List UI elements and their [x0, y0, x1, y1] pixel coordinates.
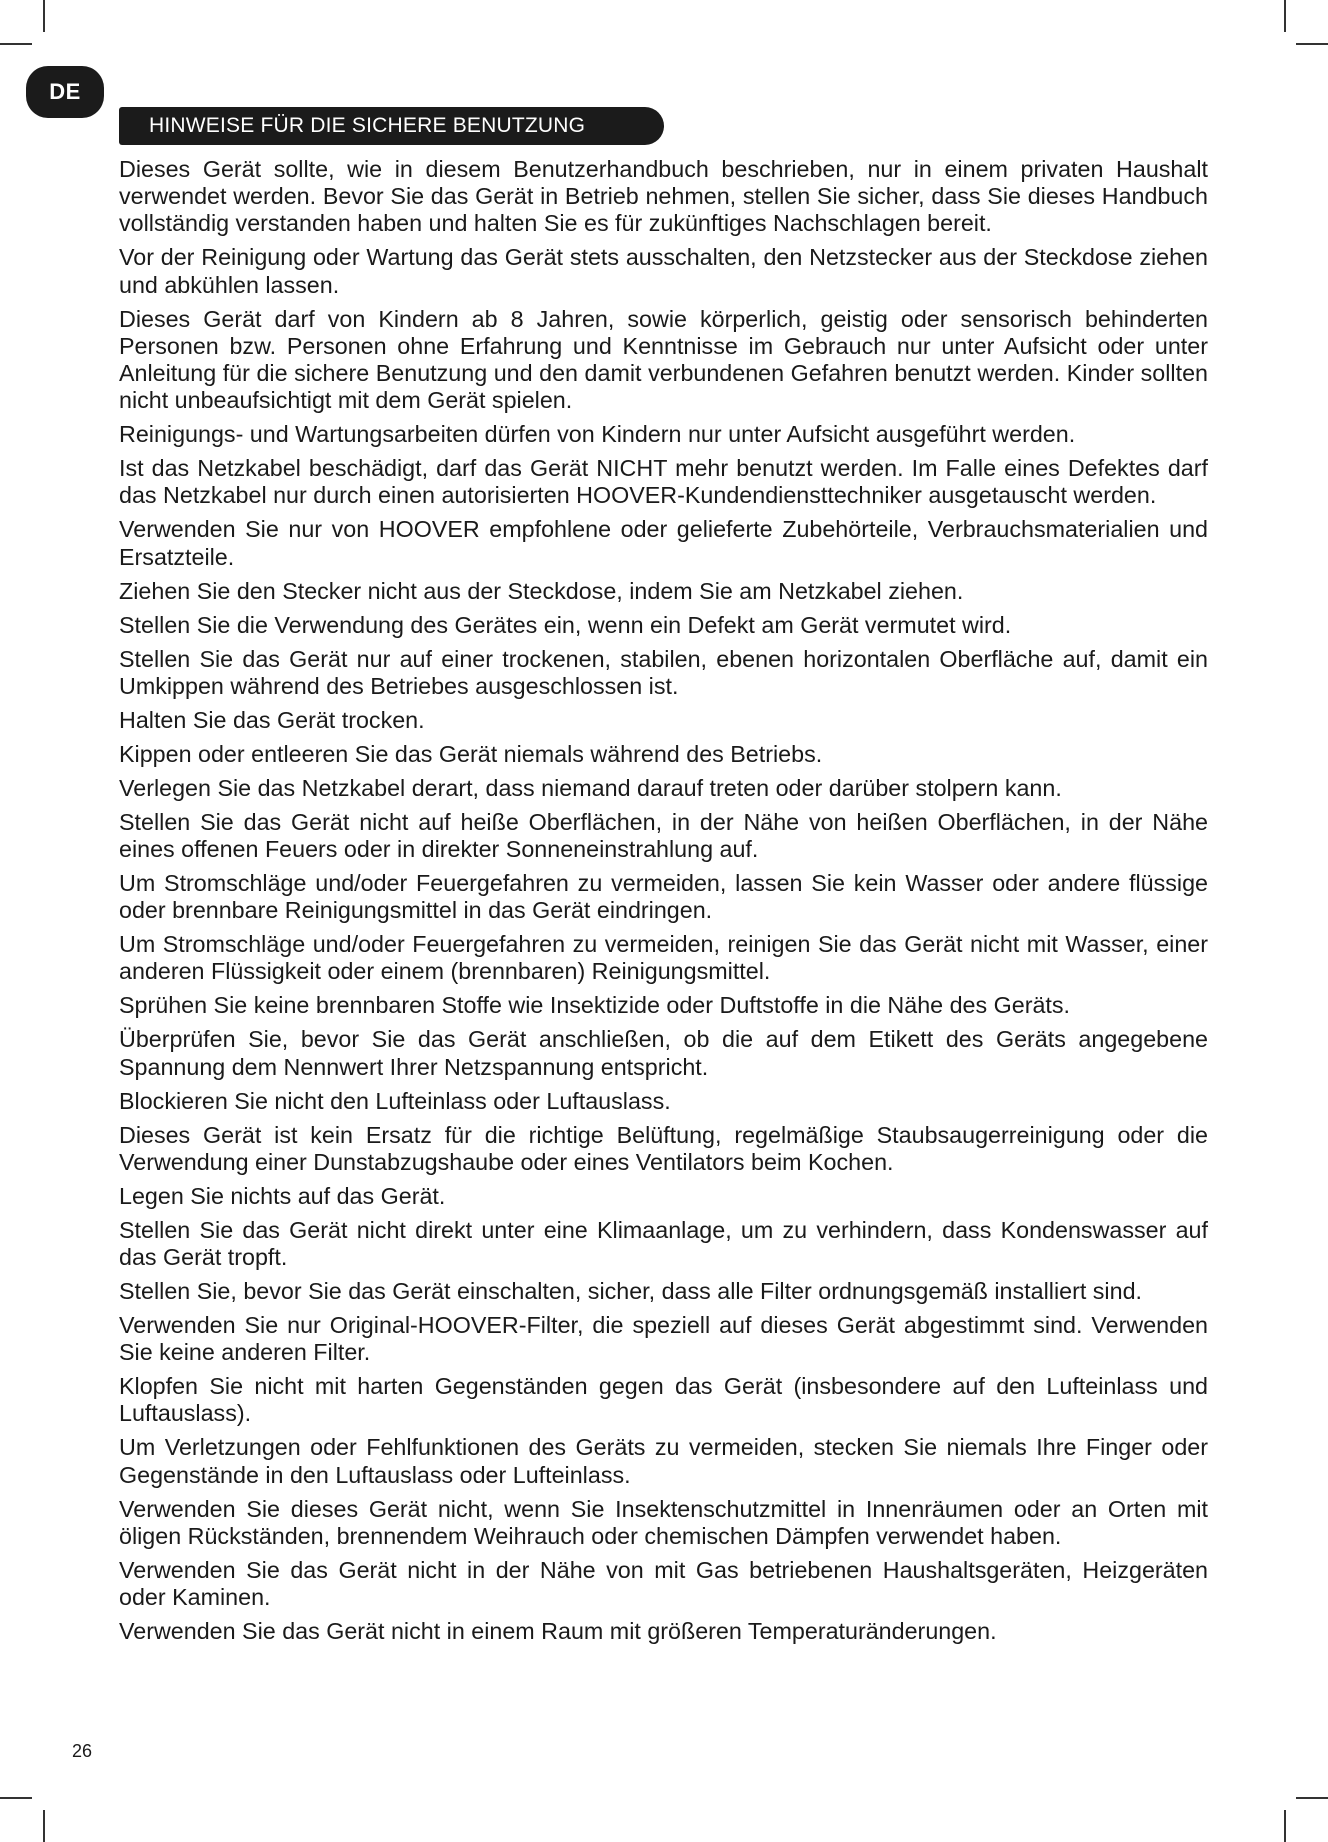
paragraph: Ist das Netzkabel beschädigt, darf das Gerät NICHT mehr benutzt werden. Im Falle eines Defektes darf das Netzkabel nur durch einen autorisierten HOOVER-Kundendiensttechniker ausgetauscht werden. [119, 455, 1208, 509]
paragraph: Stellen Sie, bevor Sie das Gerät einschalten, sicher, dass alle Filter ordnungsgemäß installiert sind. [119, 1278, 1142, 1305]
paragraph: Vor der Reinigung oder Wartung das Gerät stets ausschalten, den Netzstecker aus der Steckdose ziehen und abkühlen lassen. [119, 244, 1208, 298]
paragraph: Verwenden Sie nur von HOOVER empfohlene oder gelieferte Zubehörteile, Verbrauchsmaterialien und Ersatzteile. [119, 516, 1208, 570]
page-number: 26 [72, 1741, 93, 1761]
paragraph: Sprühen Sie keine brennbaren Stoffe wie Insektizide oder Duftstoffe in die Nähe des Geräts. [119, 992, 1071, 1019]
paragraph: Stellen Sie das Gerät nicht direkt unter eine Klimaanlage, um zu verhindern, dass Kondenswasser auf das Gerät tropft. [119, 1216, 1208, 1271]
paragraph: Ziehen Sie den Stecker nicht aus der Steckdose, indem Sie am Netzkabel ziehen. [119, 577, 964, 604]
paragraph: Dieses Gerät sollte, wie in diesem Benutzerhandbuch beschrieben, nur in einem privaten Haushalt verwendet werden. Bevor Sie das Gerät in Betrieb nehmen, stellen Sie sicher, dass Sie dieses Handbuch vollständig verstanden haben und halten Sie es für zukünftiges Nachschlagen bereit. [119, 156, 1208, 237]
paragraph: Legen Sie nichts auf das Gerät. [119, 1182, 446, 1209]
crop-mark [1296, 1797, 1328, 1799]
paragraph: Um Stromschläge und/oder Feuergefahren zu vermeiden, reinigen Sie das Gerät nicht mit Wasser, einer anderen Flüssigkeit oder einem (brennbaren) Reinigungsmittel. [119, 931, 1208, 985]
crop-mark [1284, 0, 1286, 32]
paragraph: Überprüfen Sie, bevor Sie das Gerät anschließen, ob die auf dem Etikett des Geräts angegebene Spannung dem Nennwert Ihrer Netzspannung entspricht. [119, 1026, 1208, 1080]
crop-mark [1284, 1810, 1286, 1842]
paragraph: Verlegen Sie das Netzkabel derart, dass niemand darauf treten oder darüber stolpern kann. [119, 774, 1062, 801]
paragraph: Um Verletzungen oder Fehlfunktionen des Geräts zu vermeiden, stecken Sie niemals Ihre Finger oder Gegenstände in den Luftauslass oder Lufteinlass. [119, 1434, 1208, 1488]
crop-mark [0, 43, 32, 45]
paragraph: Verwenden Sie das Gerät nicht in einem Raum mit größeren Temperaturänderungen. [119, 1618, 997, 1645]
paragraph: Stellen Sie die Verwendung des Gerätes ein, wenn ein Defekt am Gerät vermutet wird. [119, 611, 1012, 638]
safety-instructions [119, 156, 1208, 1652]
paragraph: Kippen oder entleeren Sie das Gerät niemals während des Betriebs. [119, 740, 823, 767]
language-tab: DE [26, 66, 104, 118]
paragraph: Reinigungs- und Wartungsarbeiten dürfen von Kindern nur unter Aufsicht ausgeführt werden. [119, 421, 1076, 448]
section-heading: HINWEISE FÜR DIE SICHERE BENUTZUNG [119, 107, 664, 145]
paragraph: Dieses Gerät darf von Kindern ab 8 Jahren, sowie körperlich, geistig oder sensorisch behinderten Personen bzw. Personen ohne Erfahrung und Kenntnisse im Gebrauch nur unter Aufsicht oder unter Anleitung für die sichere Benutzung und den damit verbundenen Gefahren benutzt werden. Kinder sollten nicht unbeaufsichtigt mit dem Gerät spielen. [119, 305, 1208, 414]
paragraph: Verwenden Sie nur Original-HOOVER-Filter, die speziell auf dieses Gerät abgestimmt sind. Verwenden Sie keine anderen Filter. [119, 1312, 1208, 1366]
paragraph: Um Stromschläge und/oder Feuergefahren zu vermeiden, lassen Sie kein Wasser oder andere flüssige oder brennbare Reinigungsmittel in das Gerät eindringen. [119, 870, 1208, 924]
paragraph: Dieses Gerät ist kein Ersatz für die richtige Belüftung, regelmäßige Staubsaugerreinigung oder die Verwendung einer Dunstabzugshaube oder eines Ventilators beim Kochen. [119, 1121, 1208, 1175]
paragraph: Stellen Sie das Gerät nicht auf heiße Oberflächen, in der Nähe von heißen Oberflächen, in der Nähe eines offenen Feuers oder in direkter Sonneneinstrahlung auf. [119, 808, 1208, 863]
paragraph: Halten Sie das Gerät trocken. [119, 706, 425, 733]
paragraph: Stellen Sie das Gerät nur auf einer trockenen, stabilen, ebenen horizontalen Oberfläche auf, damit ein Umkippen während des Betriebes ausgeschlossen ist. [119, 645, 1208, 699]
paragraph: Blockieren Sie nicht den Lufteinlass oder Luftauslass. [119, 1087, 671, 1114]
crop-mark [0, 1797, 32, 1799]
crop-mark [43, 0, 45, 32]
crop-mark [1296, 43, 1328, 45]
paragraph: Verwenden Sie das Gerät nicht in der Nähe von mit Gas betriebenen Haushaltsgeräten, Heizgeräten oder Kaminen. [119, 1556, 1208, 1611]
paragraph: Verwenden Sie dieses Gerät nicht, wenn Sie Insektenschutzmittel in Innenräumen oder an Orten mit öligen Rückständen, brennendem Weihrauch oder chemischen Dämpfen verwendet haben. [119, 1495, 1208, 1549]
crop-mark [43, 1810, 45, 1842]
paragraph: Klopfen Sie nicht mit harten Gegenständen gegen das Gerät (insbesondere auf den Lufteinlass und Luftauslass). [119, 1373, 1208, 1427]
